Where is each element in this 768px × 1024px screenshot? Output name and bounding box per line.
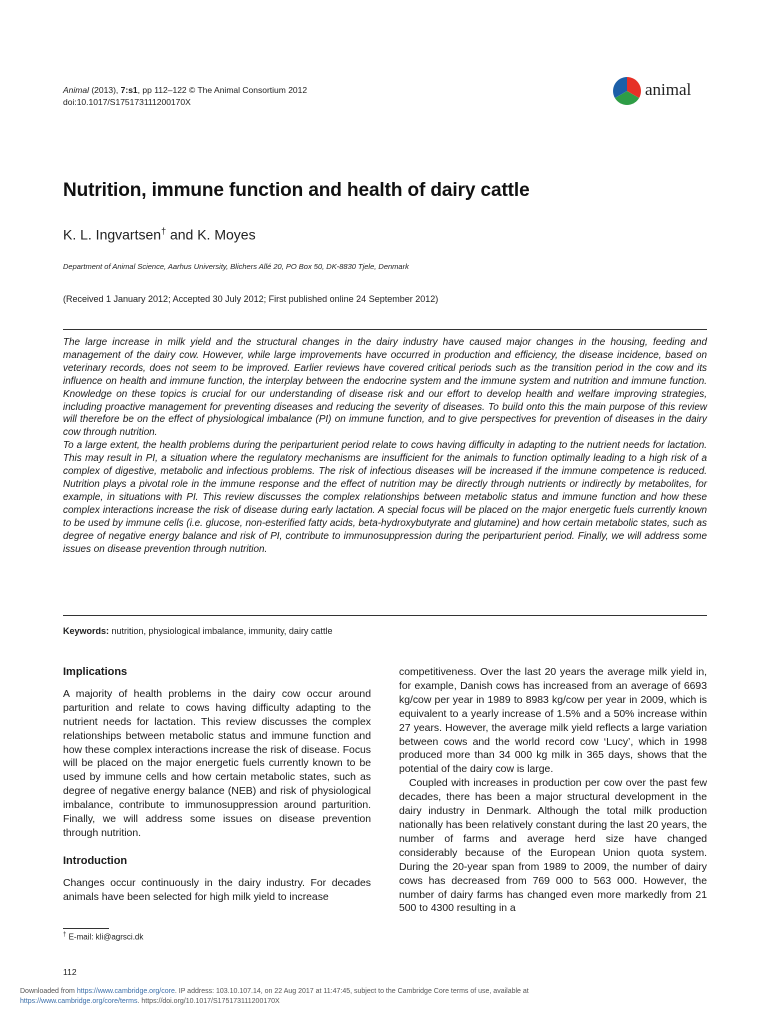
logo-icon bbox=[612, 76, 642, 106]
abstract-top-rule bbox=[63, 329, 707, 330]
abstract-bottom-rule bbox=[63, 615, 707, 616]
logo-text: animal bbox=[645, 80, 692, 99]
abstract-paragraph: To a large extent, the health problems during the periparturient period relate to cows having difficulty in adapting to the nutrient needs for lactation. This may result in PI, a situation where the regulatory mechanisms are insufficient for the animals to function optimally leading to a high risk of a complex of digestive, metabolic and infectious problems. The risk of infectious diseases will be increased if the immune competence is reduced. Nutrition plays a pivotal role in the immune response and the effect of nutrition may be directly through nutrients or indirectly by metabolites, for example, in situations with PI. This review discusses the complex relationships between metabolic status and immune function and how these complex interactions increase the risk of disease during early lactation. A special focus will be placed on the major energetic fuels currently known to be used by immune cells (i.e. glucose, non-esterified fatty acids, beta-hydroxybutyrate and glutamine) and how certain metabolic states, such as degree of negative energy balance and risk of PI, contribute to immunosuppression during the periparturient period. Finally, we will address some issues on disease prevention through nutrition. bbox=[63, 440, 707, 555]
body-paragraph: Coupled with increases in production per cow over the past few decades, there has been a major structural development in the dairy industry in Denmark. Although the total milk production nationally has been relatively constant during the last 20 years, the number of farms and average herd size have changed considerably because of the European Union quota system. During the 20-year span from 1989 to 2009, the number of dairy cows has decreased from 769 000 to 563 000. However, the number of dairy farms has changed even more markedly from 21 500 to 4300 resulting in a bbox=[399, 778, 707, 915]
received-dates: (Received 1 January 2012; Accepted 30 July 2012; First published online 24 September 2012) bbox=[63, 294, 439, 304]
abstract bbox=[63, 337, 707, 556]
journal-logo bbox=[612, 72, 708, 112]
citation-header: Animal (2013), 7:s1, pp 112–122 © The Animal Consortium 2012 doi:10.1017/S175173111200170X bbox=[63, 85, 308, 107]
right-column bbox=[399, 666, 707, 916]
volume: 7:s1 bbox=[120, 85, 138, 95]
left-column bbox=[63, 666, 371, 905]
abstract-paragraph: The large increase in milk yield and the structural changes in the dairy industry have caused major changes in the housing, feeding and management of the dairy cow. However, while large improvements have occurred in production and efficiency, the disease incidence, based on veterinary records, does not seem to be improved. Earlier reviews have covered critical periods such as the transition period in the cow and its influence on health and immune function, the interplay between the endocrine system and the immune system and nutrition and immune function. Knowledge on these topics is crucial for our understanding of disease risk and our effort to develop health and welfare improving strategies, including proactive management for preventing diseases and reducing the severity of diseases. To build onto this the main purpose of this review will therefore be on the effect of physiological imbalance (PI) on immune function, and to give perspectives for prevention of diseases in the dairy cow through nutrition. bbox=[63, 337, 707, 439]
body-paragraph: competitiveness. Over the last 20 years the average milk yield in, for example, Danish cows has increased from an average of 6693 kg/cow per year in 1989 to 8983 kg/cow per year in 2009, which is equivalent to a yearly increase of 1.5% and a 50% increase within 27 years. However, the average milk yield reflects a large variation between cows and the world record cow ‘Lucy’, which in 1998 produced more than 34 000 kg milk in 365 days, shows that the potential of the dairy cow is large. bbox=[399, 667, 707, 776]
article-title: Nutrition, immune function and health of dairy cattle bbox=[63, 180, 530, 201]
download-notice: Downloaded from https://www.cambridge.org/core. IP address: 103.10.107.14, on 22 Aug 2017 at 11:47:45, subject to the Cambridge Core terms of use, available at https://www.cambridge.org/core/terms. https://doi.org/10.1017/S175173111200170X bbox=[20, 988, 529, 1005]
authors: K. L. Ingvartsen† and K. Moyes bbox=[63, 226, 256, 243]
cambridge-core-link[interactable]: https://www.cambridge.org/core bbox=[76, 988, 175, 995]
keywords: Keywords: nutrition, physiological imbalance, immunity, dairy cattle bbox=[63, 626, 333, 636]
footnote-rule bbox=[63, 928, 109, 929]
implications-text: A majority of health problems in the dairy cow occur around parturition and relate to cows having difficulty adapting to the nutrient needs for lactation. This review discusses the complex relationships between metabolic status and immune function and how these complex interactions increase the risk of disease. Focus will be placed on the major energetic fuels currently known to be used by immune cells and how certain metabolic states, such as degree of negative energy balance (NEB) and risk of physiological imbalance, contribute to immunosuppression around parturition. Finally, we will address some issues on disease prevention through nutrition. bbox=[63, 688, 371, 839]
implications-heading: Implications bbox=[63, 666, 128, 678]
affiliation: Department of Animal Science, Aarhus University, Blichers Allé 20, PO Box 50, DK-8830 Tjele, Denmark bbox=[63, 262, 409, 271]
journal-name: Animal bbox=[63, 85, 89, 95]
introduction-text: Changes occur continuously in the dairy industry. For decades animals have been selected for high milk yield to increase bbox=[63, 877, 371, 903]
doi: doi:10.1017/S175173111200170X bbox=[63, 97, 191, 107]
terms-link[interactable]: https://www.cambridge.org/core/terms bbox=[20, 998, 138, 1005]
introduction-heading: Introduction bbox=[63, 854, 128, 867]
footnote: † E-mail: kli@agrsci.dk bbox=[63, 932, 144, 942]
page-number: 112 bbox=[63, 967, 77, 977]
